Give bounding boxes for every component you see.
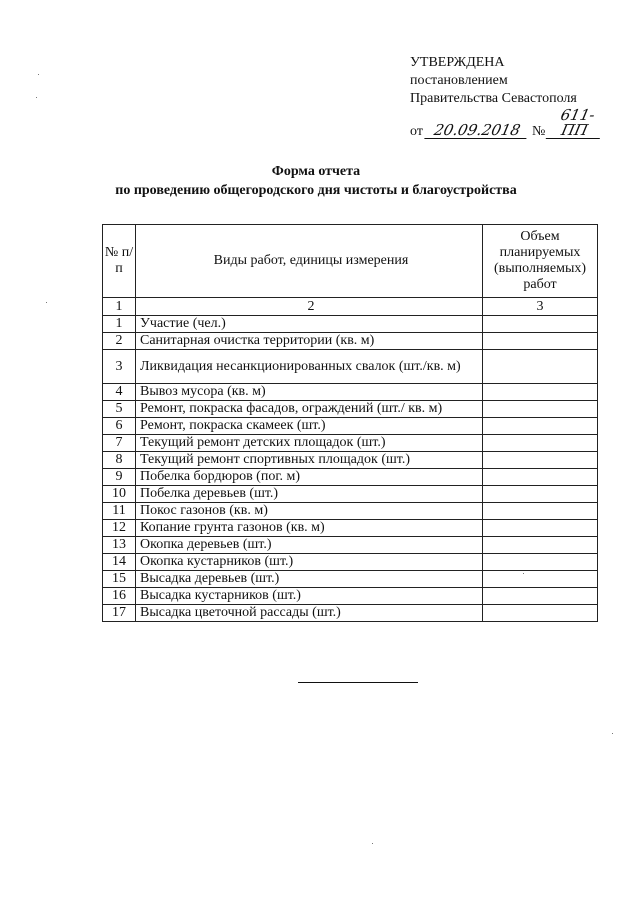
scan-speck	[372, 843, 373, 844]
table-row	[103, 350, 598, 384]
table-row	[103, 435, 598, 452]
table-row	[103, 418, 598, 435]
row-number: 17	[103, 605, 136, 622]
row-work-type: Высадка кустарников (шт.)	[136, 588, 483, 605]
signature-line	[298, 682, 418, 683]
row-volume	[483, 401, 598, 418]
row-number: 1	[103, 316, 136, 333]
row-number: 2	[103, 333, 136, 350]
document-title	[0, 162, 632, 200]
table-row	[103, 503, 598, 520]
table-row	[103, 605, 598, 622]
scan-speck	[38, 74, 39, 75]
row-work-type: Побелка бордюров (пог. м)	[136, 469, 483, 486]
row-volume	[483, 452, 598, 469]
table-row	[103, 452, 598, 469]
row-number: 6	[103, 418, 136, 435]
header-row	[103, 225, 598, 298]
row-work-type: Ремонт, покраска фасадов, ограждений (шт./ кв. м)	[136, 401, 483, 418]
index-cell: 1	[103, 298, 136, 316]
scan-speck	[36, 97, 37, 98]
row-work-type: Покос газонов (кв. м)	[136, 503, 483, 520]
row-work-type: Высадка цветочной рассады (шт.)	[136, 605, 483, 622]
row-volume	[483, 469, 598, 486]
row-volume	[483, 520, 598, 537]
row-number: 12	[103, 520, 136, 537]
approval-status: УТВЕРЖДЕНА	[410, 55, 505, 70]
index-row	[103, 298, 598, 316]
index-cell: 2	[136, 298, 483, 316]
row-volume	[483, 554, 598, 571]
approval-date-line	[410, 108, 603, 141]
row-number: 4	[103, 384, 136, 401]
row-volume	[483, 316, 598, 333]
row-volume	[483, 384, 598, 401]
row-number: 5	[103, 401, 136, 418]
row-work-type: Санитарная очистка территории (кв. м)	[136, 333, 483, 350]
row-volume	[483, 588, 598, 605]
row-number: 14	[103, 554, 136, 571]
table-row	[103, 469, 598, 486]
row-volume	[483, 435, 598, 452]
row-volume	[483, 418, 598, 435]
row-number: 7	[103, 435, 136, 452]
scan-speck	[612, 733, 613, 734]
date-prefix: от	[410, 124, 423, 139]
scan-speck	[46, 302, 47, 303]
table-row	[103, 486, 598, 503]
row-number: 13	[103, 537, 136, 554]
row-number: 10	[103, 486, 136, 503]
header-num: № п/п	[103, 225, 136, 298]
row-number: 3	[103, 350, 136, 384]
handwritten-number: 611-ПП	[546, 108, 607, 139]
row-work-type: Участие (чел.)	[136, 316, 483, 333]
row-number: 16	[103, 588, 136, 605]
row-work-type: Окопка кустарников (шт.)	[136, 554, 483, 571]
title-line2: по проведению общегородского дня чистоты и благоустройства	[115, 183, 517, 198]
approval-line1: постановлением	[410, 73, 508, 88]
row-volume	[483, 350, 598, 384]
table-row	[103, 316, 598, 333]
row-work-type: Окопка деревьев (шт.)	[136, 537, 483, 554]
table-row	[103, 401, 598, 418]
table-row	[103, 554, 598, 571]
title-line1: Форма отчета	[271, 164, 361, 179]
row-volume	[483, 605, 598, 622]
row-volume	[483, 537, 598, 554]
table-row	[103, 537, 598, 554]
row-volume	[483, 503, 598, 520]
row-work-type: Ликвидация несанкционированных свалок (шт./кв. м)	[136, 350, 483, 384]
report-form-table	[102, 224, 598, 622]
row-volume	[483, 486, 598, 503]
row-work-type: Высадка деревьев (шт.)	[136, 571, 483, 588]
row-work-type: Вывоз мусора (кв. м)	[136, 384, 483, 401]
table-row	[103, 384, 598, 401]
header-name: Виды работ, единицы измерения	[136, 225, 483, 298]
row-number: 9	[103, 469, 136, 486]
row-work-type: Копание грунта газонов (кв. м)	[136, 520, 483, 537]
approval-stamp	[410, 54, 603, 141]
row-number: 8	[103, 452, 136, 469]
row-work-type: Текущий ремонт спортивных площадок (шт.)	[136, 452, 483, 469]
row-work-type: Текущий ремонт детских площадок (шт.)	[136, 435, 483, 452]
row-volume	[483, 571, 598, 588]
index-cell: 3	[483, 298, 598, 316]
row-work-type: Побелка деревьев (шт.)	[136, 486, 483, 503]
number-prefix: №	[531, 124, 546, 139]
row-number: 11	[103, 503, 136, 520]
approval-line2: Правительства Севастополя	[410, 91, 577, 106]
row-work-type: Ремонт, покраска скамеек (шт.)	[136, 418, 483, 435]
scan-speck	[523, 573, 524, 574]
table-row	[103, 588, 598, 605]
row-volume	[483, 333, 598, 350]
table-row	[103, 333, 598, 350]
header-volume: Объем планируемых (выполняемых) работ	[483, 225, 598, 298]
row-number: 15	[103, 571, 136, 588]
table-row	[103, 520, 598, 537]
handwritten-date: 20.09.2018	[425, 123, 530, 139]
